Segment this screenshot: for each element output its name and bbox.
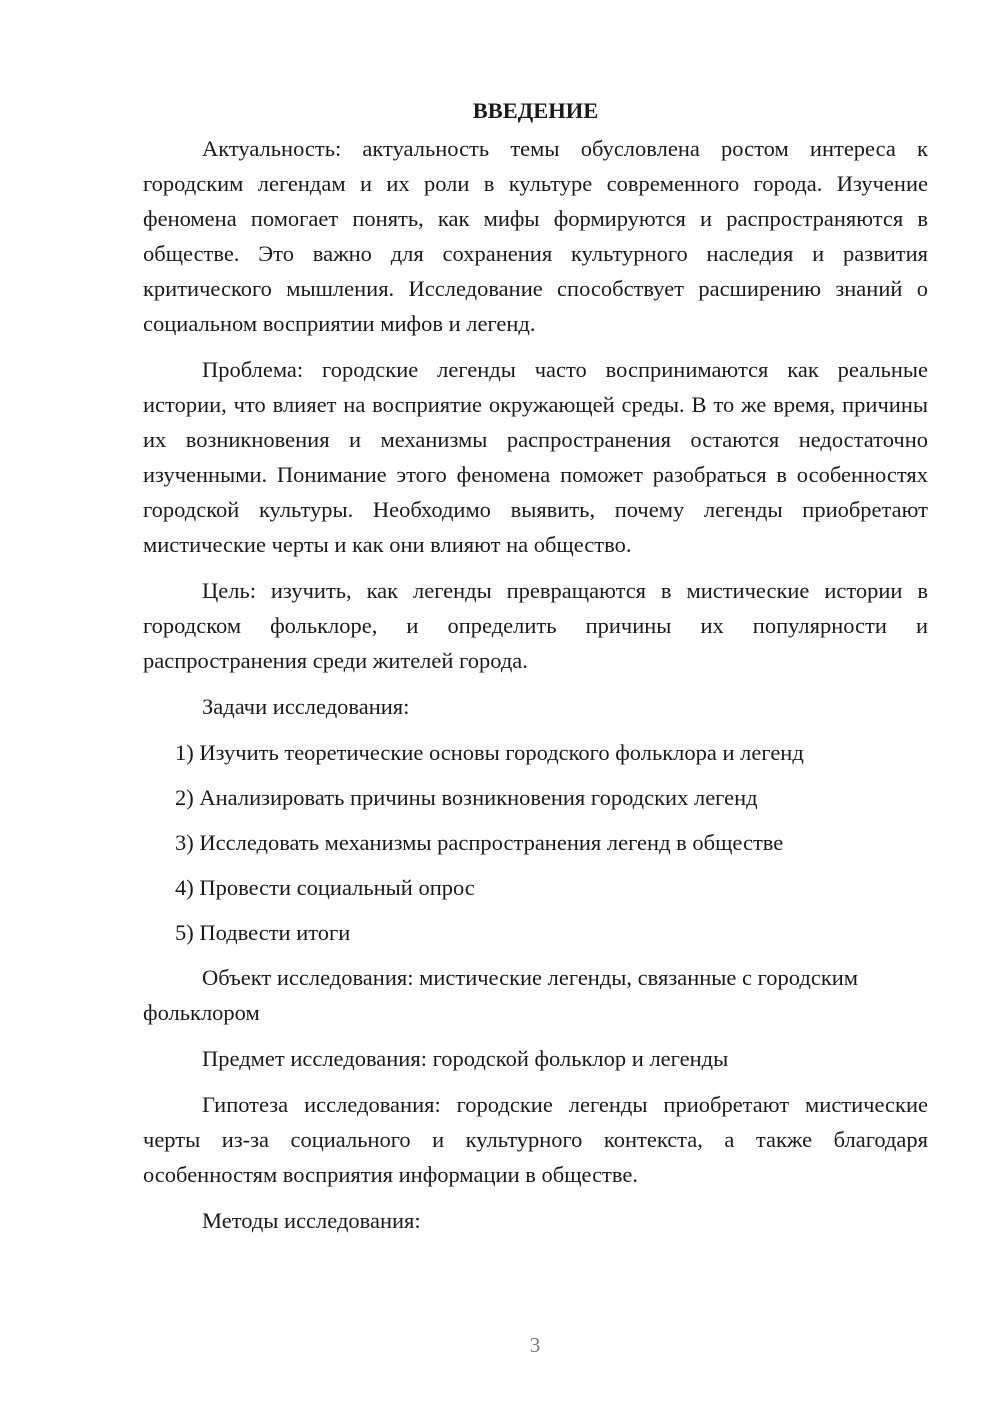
section-title: ВВЕДЕНИЕ: [472, 98, 599, 123]
page-number: 3: [529, 1333, 541, 1357]
object-paragraph: Объект исследования: мистические легенды, связанные с городским фольклором: [143, 965, 859, 1025]
methods-paragraph: Методы исследования:: [202, 1208, 421, 1233]
tasks-list: [143, 735, 928, 950]
list-item: 1) Изучить теоретические основы городского фольклора и легенд: [175, 740, 804, 765]
list-item: 3) Исследовать механизмы распространения легенд в обществе: [175, 830, 784, 855]
list-item: 2) Анализировать причины возникновения городских легенд: [175, 785, 758, 810]
problem-paragraph: Проблема: городские легенды часто воспринимаются как реальные истории, что влияет на восприятие окружающей среды. В то же время, причины их возникновения и механизмы распространения остаются недостаточно изученными. Понимание этого феномена поможет разобраться в особенностях городской культуры. Необходимо выявить, почему легенды приобретают мистические черты и как они влияют на общество.: [143, 357, 928, 557]
tasks-heading: Задачи исследования:: [202, 694, 410, 719]
page-content: [143, 93, 928, 1249]
list-item: 4) Провести социальный опрос: [175, 875, 475, 900]
subject-paragraph: Предмет исследования: городской фольклор и легенды: [202, 1046, 729, 1071]
hypothesis-paragraph: Гипотеза исследования: городские легенды приобретают мистические черты из-за социального и культурного контекста, а также благодаря особенностям восприятия информации в обществе.: [143, 1092, 928, 1187]
relevance-paragraph: Актуальность: актуальность темы обусловлена ростом интереса к городским легендам и их роли в культуре современного города. Изучение феномена помогает понять, как мифы формируются и распространяются в обществе. Это важно для сохранения культурного наследия и развития критического мышления. Исследование способствует расширению знаний о социальном восприятии мифов и легенд.: [143, 136, 928, 336]
goal-paragraph: Цель: изучить, как легенды превращаются в мистические истории в городском фольклоре, и определить причины их популярности и распространения среди жителей города.: [143, 578, 928, 673]
list-item: 5) Подвести итоги: [175, 920, 351, 945]
